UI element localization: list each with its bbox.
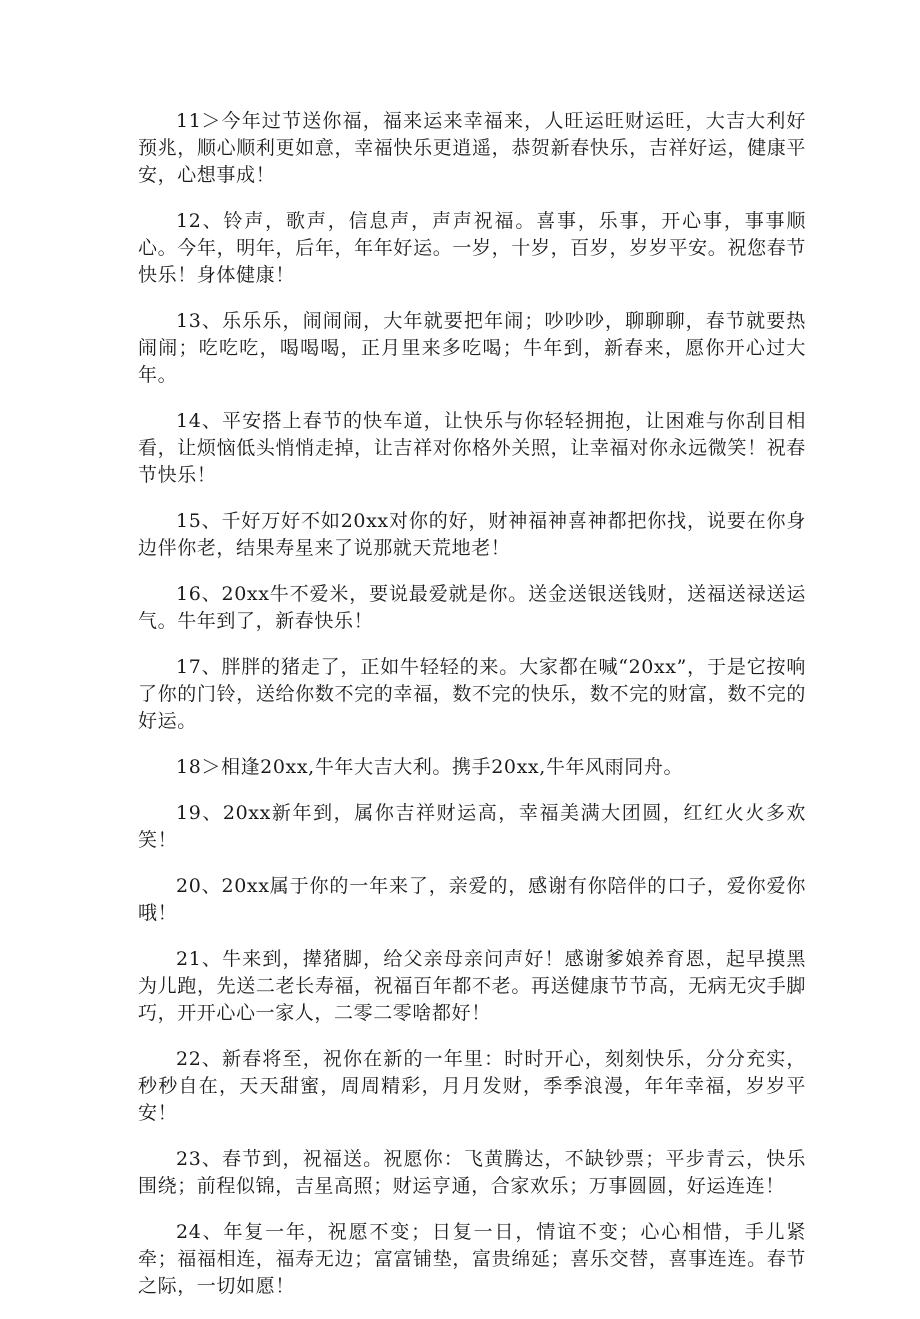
paragraph-22: 22、新春将至，祝你在新的一年里：时时开心，刻刻快乐，分分充实，秒秒自在，天天甜蜜，周周精彩，月月发财，季季浪漫，年年幸福，岁岁平安！ (138, 1048, 806, 1124)
paragraph-18: 18＞相逢20xx,牛年大吉大利。携手20xx,牛年风雨同舟。 (176, 756, 684, 778)
paragraph-16: 16、20xx牛不爱米，要说最爱就是你。送金送银送钱财，送福送禄送运气。牛年到了，新春快乐！ (138, 583, 806, 632)
paragraph-14: 14、平安搭上春节的快车道，让快乐与你轻轻拥抱，让困难与你刮目相看，让烦恼低头悄悄走掉，让吉祥对你格外关照，让幸福对你永远微笑！祝春节快乐！ (138, 410, 806, 486)
paragraph-11: 11＞今年过节送你福，福来运来幸福来，人旺运旺财运旺，大吉大利好预兆，顺心顺利更如意，幸福快乐更逍遥，恭贺新春快乐，吉祥好运，健康平安，心想事成！ (138, 110, 806, 186)
paragraph-24: 24、年复一年，祝愿不变；日复一日，情谊不变；心心相惜，手儿紧牵；福福相连，福寿无边；富富铺垫，富贵绵延；喜乐交替，喜事连连。春节之际，一切如愿！ (138, 1221, 806, 1297)
paragraph-20: 20、20xx属于你的一年来了，亲爱的，感谢有你陪伴的口子，爱你爱你哦！ (138, 875, 806, 924)
paragraph-23: 23、春节到，祝福送。祝愿你：飞黄腾达，不缺钞票；平步青云，快乐围绕；前程似锦，吉星高照；财运亨通，合家欢乐；万事圆圆，好运连连！ (138, 1148, 806, 1197)
paragraph-12: 12、铃声，歌声，信息声，声声祝福。喜事，乐事，开心事，事事顺心。今年，明年，后年，年年好运。一岁，十岁，百岁，岁岁平安。祝您春节快乐！身体健康！ (138, 210, 806, 286)
paragraph-15: 15、千好万好不如20xx对你的好，财神福神喜神都把你找，说要在你身边伴你老，结果寿星来了说那就天荒地老！ (138, 510, 806, 559)
document-body (138, 108, 806, 1319)
paragraph-21: 21、牛来到，撵猪脚，给父亲母亲问声好！感谢爹娘养育恩，起早摸黑为儿跑，先送二老长寿福，祝福百年都不老。再送健康节节高，无病无灾手脚巧，开开心心一家人，二零二零啥都好！ (138, 948, 806, 1024)
paragraph-17: 17、胖胖的猪走了，正如牛轻轻的来。大家都在喊“20xx”，于是它按响了你的门铃，送给你数不完的幸福，数不完的快乐，数不完的财富，数不完的好运。 (138, 656, 806, 732)
paragraph-13: 13、乐乐乐，闹闹闹，大年就要把年闹；吵吵吵，聊聊聊，春节就要热闹闹；吃吃吃，喝喝喝，正月里来多吃喝；牛年到，新春来，愿你开心过大年。 (138, 310, 806, 386)
paragraph-19: 19、20xx新年到，属你吉祥财运高，幸福美满大团圆，红红火火多欢笑！ (138, 802, 806, 851)
